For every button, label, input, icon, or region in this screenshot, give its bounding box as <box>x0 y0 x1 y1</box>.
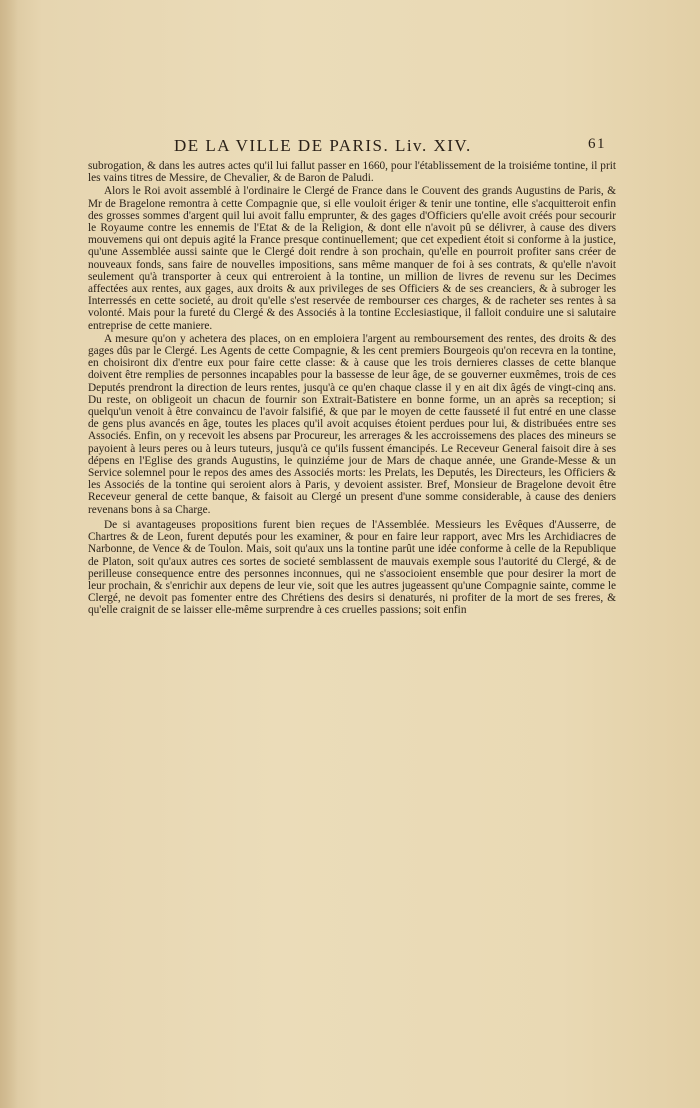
running-header <box>174 136 606 156</box>
paragraph-3: A mesure qu'on y achetera des places, on en emploiera l'argent au remboursement des rentes, des droits & des gages dûs par le Clergé. Les Agents de cette Compagnie, & les cent premiers Bourgeois qu'on recevra en la tontine, en choisiront dix d'entre eux pour faire cette classe: & à cause que les trois dernieres classes de cette blanque doivent être remplies de personnes incapables pour la bassesse de leur âge, de se gouverner euxmêmes, trois de ces Deputés prendront la direction de leurs rentes, jusqu'à ce qu'en chaque classe il y en ait dix âgés de vingt-cinq ans. Du reste, on obligeoit un chacun de fournir son Extrait-Batistere en bonne forme, un an après sa reception; si quelqu'un venoit à être convaincu de l'avoir falsifié, & que par le moyen de cette fausseté il fut entré en une classe de gens plus avancés en âge, toutes les places qu'il avoit acquises étoient perdues pour lui, & distribuées entre ses Associés. Enfin, on y recevoit les absens par Procureur, les arrerages & les accroissemens des places des mineurs se payoient à leurs peres ou à leurs tuteurs, jusqu'à ce qu'ils fussent émancipés. Le Receveur General faisoit dire à ses dépens en l'Eglise des grands Augustins, le quinziéme jour de Mars de chaque année, une Grande-Messe & un Service solemnel pour le repos des ames des Associés morts: les Prelats, les Deputés, les Directeurs, les Officiers & les Associés de la tontine qui seroient alors à Paris, y devoient assister. Bref, Monsieur de Bragelone devoit être Receveur general de cette banque, & faisoit au Clergé un present d'une somme considerable, à cause des deniers revenans bons à sa Charge. <box>88 332 616 516</box>
page-gutter-shadow <box>0 0 18 1108</box>
running-title: DE LA VILLE DE PARIS. Liv. XIV. <box>174 136 472 155</box>
paragraph-4: De si avantageuses propositions furent bien reçues de l'Assemblée. Messieurs les Evêques d'Ausserre, de Chartres & de Leon, furent deputés pour les examiner, & pour en faire leur rapport, avec Mrs les Archidiacres de Narbonne, de Vence & de Toulon. Mais, soit qu'aux uns la tontine parût une idée conforme à celle de la Republique de Platon, soit qu'aux autres ces sortes de societé semblassent de mauvais exemple sous l'autorité du Clergé, & de perilleuse consequence entre des personnes inconnues, qui ne s'associoient ensemble que pour desirer la mort de leur prochain, & s'enrichir aux depens de leur vie, soit que les autres jugeassent qu'une Compagnie sainte, comme le Clergé, ne devoit pas fomenter entre des Chrétiens des desirs si denaturés, ni profiter de la mort de ses freres, & qu'elle craignit de se laisser elle-même surprendre à ces cruelles passions; soit enfin <box>88 518 616 617</box>
paragraph-2: Alors le Roi avoit assemblé à l'ordinaire le Clergé de France dans le Couvent des grands Augustins de Paris, & Mr de Bragelone remontra à cette Compagnie que, si elle vouloit ériger & tenir une tontine, elle s'acquitteroit enfin des grosses sommes d'argent quil lui avoit fallu emprunter, & des gages d'Officiers qu'elle avoit créés pour secourir le Royaume contre les ennemis de l'Etat & de la Religion, & dont elle n'avoit pû se délivrer, à cause des divers mouvemens qui ont depuis agité la France presque continuellement; que cet expedient étoit si conforme à la justice, qu'une Assemblée aussi sainte que le Clergé doit rendre à son prochain, qu'elle en pourroit profiter sans créer de nouveaux fonds, sans faire de nouvelles impositions, sans même manquer de foi à ses contrats, & qu'elle n'avoit seulement qu'à transporter à ceux qui entreroient à la tontine, un million de livres de revenu sur les Decimes affectées aux rentes, aux gages, aux droits & aux privileges de ses Officiers & de ses creanciers, & à subroger les Interressés en cette societé, au droit qu'elle s'est reservée de rembourser ces charges, & de racheter ses rentes à sa volonté. Mais pour la fureté du Clergé & des Associés à la tontine Ecclesiastique, il falloit conduire une si salutaire entreprise de cette maniere. <box>88 185 616 332</box>
page-number: 61 <box>588 136 606 152</box>
body-text <box>88 160 616 617</box>
paragraph-1: subrogation, & dans les autres actes qu'il lui fallut passer en 1660, pour l'établissement de la troisiéme tontine, il prit les vains titres de Messire, de Chevalier, & de Baron de Paludi. <box>88 160 616 185</box>
